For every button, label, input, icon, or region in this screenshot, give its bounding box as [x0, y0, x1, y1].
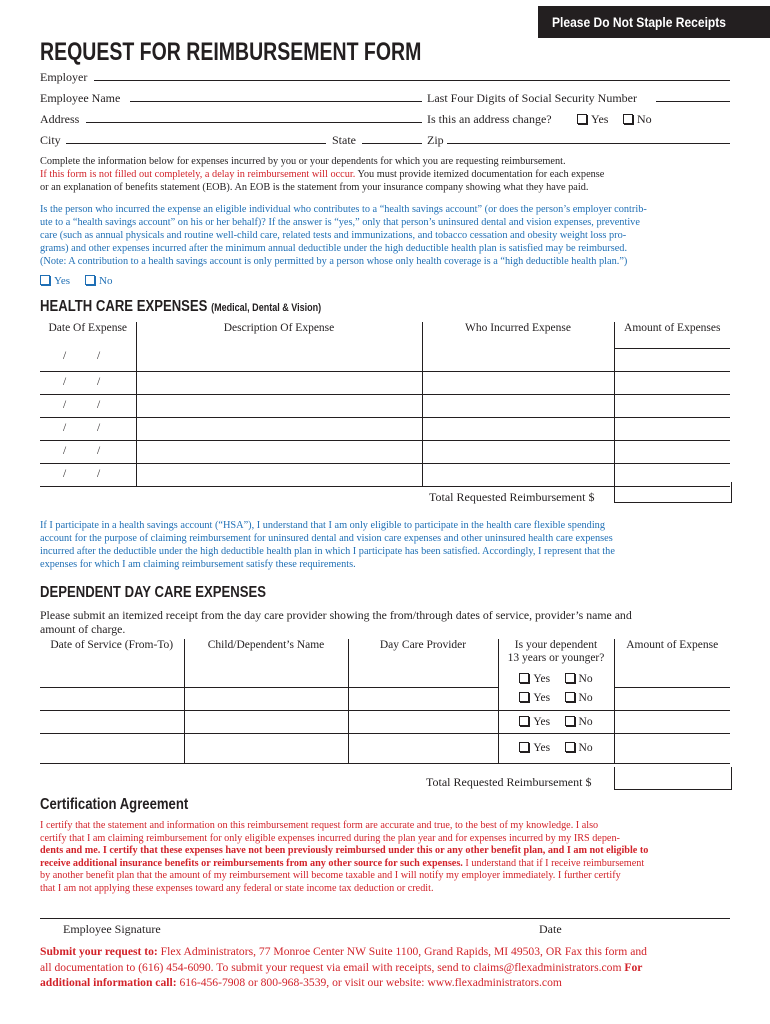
- table-row: [40, 440, 730, 463]
- dependent-no-option[interactable]: No: [565, 692, 593, 704]
- delay-warning: If this form is not filled out completely, a delay in reimbursement will occur.: [40, 169, 356, 180]
- date-label: Date: [539, 922, 562, 936]
- date-cell[interactable]: / /: [40, 348, 136, 371]
- who-cell[interactable]: [422, 440, 614, 463]
- checkbox-icon: [577, 114, 587, 124]
- who-cell[interactable]: [422, 348, 614, 371]
- city-field[interactable]: [66, 143, 326, 144]
- who-cell[interactable]: [422, 417, 614, 440]
- ssn-label: Last Four Digits of Social Security Number: [427, 91, 637, 105]
- amount-cell[interactable]: [614, 394, 730, 417]
- signature-line[interactable]: [40, 918, 730, 919]
- who-cell[interactable]: [422, 394, 614, 417]
- hsa-no-option[interactable]: No: [85, 275, 112, 287]
- dependent-no-option[interactable]: No: [565, 742, 593, 754]
- who-cell[interactable]: [422, 371, 614, 394]
- date-cell[interactable]: [40, 710, 184, 733]
- city-label: City: [40, 133, 61, 147]
- table-row: [40, 348, 730, 371]
- submission-instructions: Submit your request to: Flex Administrators, 77 Monroe Center NW Suite 1100, Grand Rapids, MI 49503, OR Fax this form and all documentation to (616) 454-6090. To submit your request via email with receipts, send to claims@flexadministrators.com For additional information call: 616-456-7908 or 800-968-3539, or visit our website: www.flexadministrators.com: [40, 945, 647, 989]
- address-change-no[interactable]: No: [623, 112, 652, 127]
- checkbox-icon: [85, 275, 95, 285]
- dependent-no-option[interactable]: No: [565, 673, 593, 685]
- date-cell[interactable]: / /: [40, 371, 136, 394]
- col-age-question: Is your dependent 13 years or younger? Yes No: [498, 639, 614, 687]
- date-cell[interactable]: [40, 687, 184, 710]
- dependent-cell[interactable]: [184, 710, 348, 733]
- employee-name-field[interactable]: [130, 101, 422, 102]
- col-provider: Day Care Provider: [348, 639, 498, 687]
- dependent-yes-option[interactable]: Yes: [519, 742, 550, 754]
- day-care-instructions: Please submit an itemized receipt from the day care provider showing the from/through dates of service, provider’s name and amount of charge.: [40, 608, 632, 636]
- col-description: Description Of Expense: [136, 322, 422, 348]
- checkbox-icon: [565, 742, 575, 752]
- col-date-of-expense: Date Of Expense: [40, 322, 136, 348]
- zip-label: Zip: [427, 133, 444, 147]
- provider-cell[interactable]: [348, 733, 498, 763]
- checkbox-icon: [565, 673, 575, 683]
- date-cell[interactable]: / /: [40, 417, 136, 440]
- checkbox-icon: [519, 692, 529, 702]
- address-change-label: Is this an address change?: [427, 112, 552, 126]
- address-label: Address: [40, 112, 80, 126]
- hsa-statement: If I participate in a health savings account (“HSA”), I understand that I am only eligible to participate in the health care flexible spending account for the purpose of claiming reimbursement for uninsured dental and vision care expenses and other uninsured health care expenses incurred after the deductible under the high deductible health plan in which I participate has been satisfied. Accordingly, I represent that the expenses for which I am claiming reimbursement satisfy these requirements.: [40, 520, 615, 570]
- col-date-of-service: Date of Service (From-To): [40, 639, 184, 687]
- amount-cell[interactable]: [614, 733, 730, 763]
- date-cell[interactable]: / /: [40, 394, 136, 417]
- ssn-field[interactable]: [656, 101, 730, 102]
- provider-cell[interactable]: [348, 687, 498, 710]
- description-cell[interactable]: [136, 371, 422, 394]
- employer-field[interactable]: [94, 80, 730, 81]
- date-cell[interactable]: [40, 733, 184, 763]
- checkbox-icon: [519, 716, 529, 726]
- state-field[interactable]: [362, 143, 422, 144]
- health-total-label: Total Requested Reimbursement $: [429, 490, 595, 504]
- health-expense-table: [40, 322, 730, 487]
- who-cell[interactable]: [422, 463, 614, 486]
- health-care-heading: HEALTH CARE EXPENSES (Medical, Dental & Vision): [40, 298, 322, 315]
- dependent-no-option[interactable]: No: [565, 716, 593, 728]
- form-title: REQUEST FOR REIMBURSEMENT FORM: [40, 38, 422, 66]
- dependent-cell[interactable]: [184, 733, 348, 763]
- employee-name-label: Employee Name: [40, 91, 121, 105]
- amount-cell[interactable]: [614, 417, 730, 440]
- description-cell[interactable]: [136, 463, 422, 486]
- amount-cell[interactable]: [614, 371, 730, 394]
- address-change-yes[interactable]: Yes: [577, 112, 608, 127]
- banner-text: Please Do Not Staple Receipts: [552, 14, 726, 30]
- col-dependent-name: Child/Dependent’s Name: [184, 639, 348, 687]
- table-row: [40, 733, 730, 763]
- intro-line: or an explanation of benefits statement (EOB). An EOB is the statement from your insurance company showing what they have paid.: [40, 182, 589, 193]
- checkbox-icon: [519, 673, 529, 683]
- amount-cell[interactable]: [614, 348, 730, 371]
- dependent-yes-option[interactable]: Yes: [519, 673, 550, 685]
- amount-cell[interactable]: [614, 440, 730, 463]
- signature-label: Employee Signature: [63, 922, 161, 936]
- amount-cell[interactable]: [614, 710, 730, 733]
- checkbox-icon: [565, 716, 575, 726]
- table-row: [40, 394, 730, 417]
- checkbox-icon: [623, 114, 633, 124]
- table-row: [40, 687, 730, 710]
- table-row: [40, 417, 730, 440]
- intro-paragraph: [40, 155, 740, 194]
- dependent-yes-option[interactable]: Yes: [519, 692, 550, 704]
- intro-line: If this form is not filled out completely, a delay in reimbursement will occur. You must provide itemized documentation for each expense: [40, 169, 605, 180]
- day-care-table: [40, 639, 730, 764]
- amount-cell[interactable]: [614, 687, 730, 710]
- col-amount-of-expense: Amount of Expense: [614, 639, 730, 687]
- employer-label: Employer: [40, 70, 88, 84]
- description-cell[interactable]: [136, 440, 422, 463]
- dependent-yes-option[interactable]: Yes: [519, 716, 550, 728]
- state-label: State: [332, 133, 356, 147]
- checkbox-icon: [519, 742, 529, 752]
- certification-text: I certify that the statement and information on this reimbursement request form are accurate and true, to the best of my knowledge. I also certify that I am claiming reimbursement for only eligible expenses incurred during the plan year and for expenses incurred by my IRS depen- dents and me. I certify that these expenses have not been previously reimbursed under this or any other benefit plan, and I am not eligible to receive additional insurance benefits or reimbursements from any other source for such expenses. I understand that if I receive reimbursement by another benefit plan that the amount of my reimbursement will become taxable and I will notify my employer immediately. I further certify that I am not applying these expenses toward any federal or state income tax deduction or credit.: [40, 820, 649, 894]
- health-total-field[interactable]: [614, 482, 732, 503]
- address-field[interactable]: [86, 122, 422, 123]
- provider-cell[interactable]: [348, 710, 498, 733]
- date-cell[interactable]: / /: [40, 440, 136, 463]
- certification-heading: Certification Agreement: [40, 796, 189, 813]
- day-care-heading: DEPENDENT DAY CARE EXPENSES: [40, 584, 267, 601]
- day-care-total-field[interactable]: [614, 767, 732, 790]
- dependent-cell[interactable]: [184, 687, 348, 710]
- col-who-incurred: Who Incurred Expense: [422, 322, 614, 348]
- hsa-yes-option[interactable]: Yes: [40, 275, 70, 287]
- zip-field[interactable]: [447, 143, 730, 144]
- day-care-total-label: Total Requested Reimbursement $: [426, 775, 592, 789]
- table-row: [40, 371, 730, 394]
- checkbox-icon: [40, 275, 50, 285]
- col-amount: Amount of Expenses: [614, 322, 730, 348]
- table-row: [40, 710, 730, 733]
- description-cell[interactable]: [136, 417, 422, 440]
- staple-warning-banner: [538, 6, 770, 38]
- intro-line: Complete the information below for expenses incurred by you or your dependents for which you are requesting reimbursement.: [40, 156, 566, 167]
- checkbox-icon: [565, 692, 575, 702]
- hsa-question: Is the person who incurred the expense an eligible individual who contributes to a “health savings account” (or does the person’s employer contrib- ute to a “health savings account” on his or her behalf)? If the answer is “yes,” only that person’s uninsured dental and vision expenses, preventive care (such as annual physicals and routine well-child care, related tests and immunizations, and tobacco cessation and obesity weight loss pro- grams) and other expenses incurred after the minimum annual deductible under the high deductible health plan is satisfied may be reimbursed. (Note: A contribution to a health savings account is only permitted by a person whose only health coverage is a “high deductible health plan.”): [40, 204, 647, 267]
- description-cell[interactable]: [136, 394, 422, 417]
- description-cell[interactable]: [136, 348, 422, 371]
- date-cell[interactable]: / /: [40, 463, 136, 486]
